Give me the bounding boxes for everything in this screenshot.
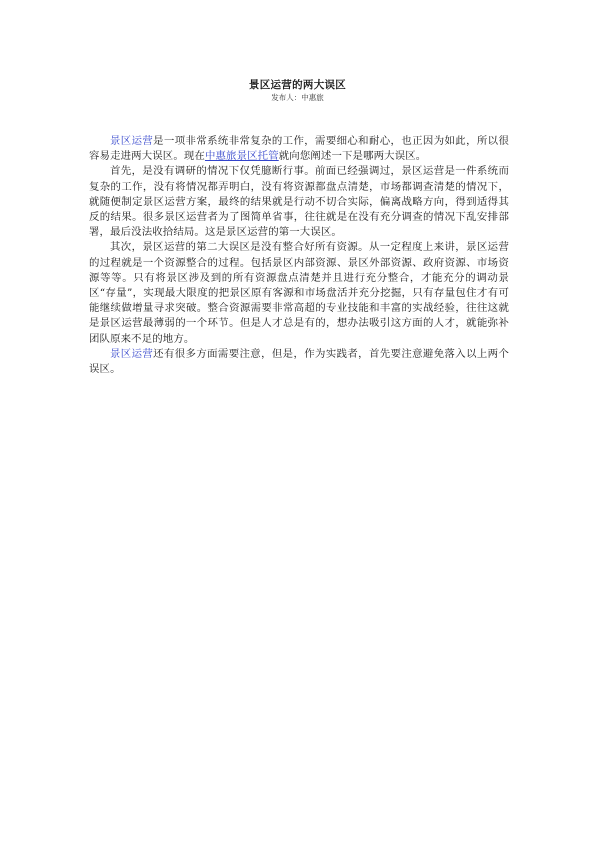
paragraph-text: 就向您阐述一下是哪两大误区。 [278, 150, 427, 163]
document-body [89, 134, 509, 377]
paragraph-4 [89, 347, 509, 377]
link-scenic-operation[interactable]: 景区运营 [110, 135, 154, 147]
document-byline: 发布人：中惠旅 [271, 93, 324, 102]
paragraph-1 [89, 134, 509, 164]
paragraph-3: 其次，景区运营的第二大误区是没有整合好所有资源。从一定程度上来讲，景区运营的过程就是一个资源整合的过程。包括景区内部资源、景区外部资源、政府资源、市场资源等等。只有将景区涉及到的所有资源盘点清楚并且进行充分整合，才能充分的调动景区“存量”，实现最大限度的把景区原有客源和市场盘活并充分挖掘，只有存量包住才有可能继续做增量寻求突破。整合资源需要非常高超的专业技能和丰富的实战经验，往往这就是景区运营最薄弱的一个环节。但是人才总是有的，想办法吸引这方面的人才，就能弥补团队原来不足的地方。 [89, 241, 509, 345]
document-title: 景区运营的两大误区 [248, 79, 347, 91]
paragraph-text: 还有很多方面需要注意，但是，作为实践者，首先要注意避免落入以上两个误区。 [89, 347, 509, 376]
link-zhonghuilv-scenic-trusteeship[interactable]: 中惠旅景区托管 [204, 150, 279, 163]
paragraph-2: 首先，是没有调研的情况下仅凭臆断行事。前面已经强调过，景区运营是一件系统而复杂的工作，没有将情况都弄明白，没有将资源都盘点清楚，市场都调查清楚的情况下，就随便制定景区运营方案，最终的结果就是行动不切合实际，偏离战略方向，得到适得其反的结果。很多景区运营者为了图简单省事，往往就是在没有充分调查的情况下乱安排部署，最后没法收拾结局。这是景区运营的第一大误区。 [89, 165, 509, 239]
link-scenic-operation[interactable]: 景区运营 [110, 347, 154, 360]
paragraph-text: 是一项非常系统非常复杂的工作，需要细心和耐心，也正因为如此，所以很容易走进两大误区。现在 [89, 135, 509, 163]
